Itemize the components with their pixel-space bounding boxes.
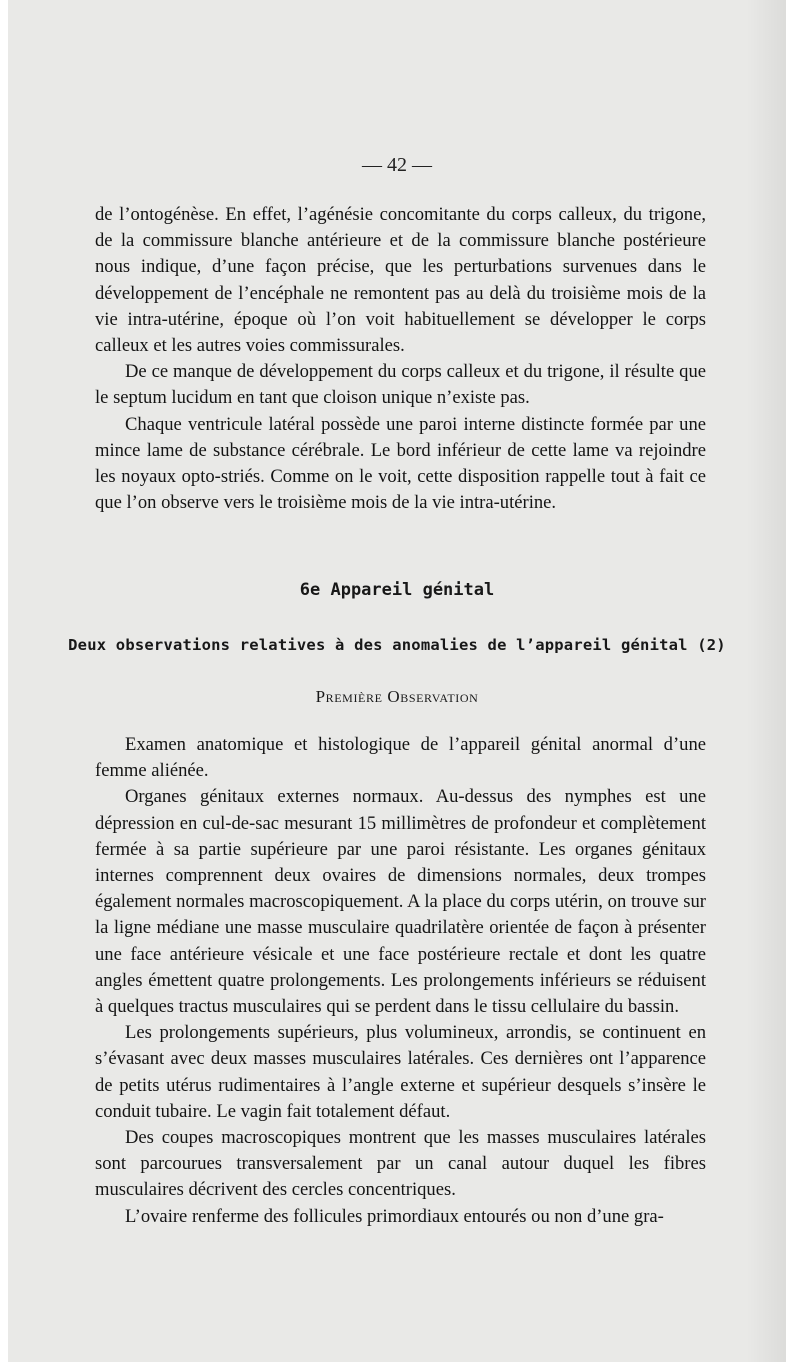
section-heading: 6e Appareil génital bbox=[299, 580, 495, 600]
paragraph: Chaque ventricule latéral possède une paroi interne distincte formée par une mince lame de substance cérébrale. Le bord inférieur de cette lame va rejoindre les noyaux opto-striés. Comme on le voit, cette disposition rappelle tout à fait ce que l’on observe vers le troisième mois de la vie intra-utérine. bbox=[95, 413, 706, 514]
observation-heading: Première Observation bbox=[315, 687, 479, 706]
paragraph: De ce manque de développement du corps calleux et du trigone, il résulte que le septum lucidum en tant que cloison unique n’existe pas. bbox=[95, 361, 706, 409]
page-number: — 42 — bbox=[362, 154, 432, 176]
text-block-top bbox=[95, 202, 706, 516]
paragraph: L’ovaire renferme des follicules primordiaux entourés ou non d’une gra- bbox=[125, 1205, 664, 1227]
paragraph: Examen anatomique et histologique de l’appareil génital anormal d’une femme aliénée. bbox=[95, 734, 706, 782]
paragraph: de l’ontogénèse. En effet, l’agénésie concomitante du corps calleux, du trigone, de la commissure blanche antérieure et de la commissure blanche postérieure nous indique, d’une façon précise, que les perturbations survenues dans le développement de l’encéphale ne remontent pas au delà du troisième mois de la vie intra-utérine, époque où l’on voit habituellement se développer le corps calleux et les autres voies commissurales. bbox=[95, 204, 706, 357]
book-page bbox=[8, 0, 786, 1362]
paragraph: Les prolongements supérieurs, plus volumineux, arrondis, se continuent en s’évasant avec deux masses musculaires latérales. Ces dernières ont l’apparence de petits utérus rudimentaires à l’angle externe et supérieur desquels s’insère le conduit tubaire. Le vagin fait totalement défaut. bbox=[95, 1022, 706, 1122]
subsection-heading: Deux observations relatives à des anomalies de l’appareil génital (2) bbox=[68, 636, 726, 654]
text-block-bottom bbox=[95, 732, 706, 1230]
paragraph: Des coupes macroscopiques montrent que les masses musculaires latérales sont parcourues transversalement par un canal autour duquel les fibres musculaires décrivent des cercles concentriques. bbox=[95, 1127, 706, 1201]
paragraph: Organes génitaux externes normaux. Au-dessus des nymphes est une dépression en cul-de-sac mesurant 15 millimètres de profondeur et complètement fermée à sa partie supérieure par une paroi résistante. Les organes génitaux internes comprennent deux ovaires de dimensions normales, deux trompes également normales macroscopiquement. A la place du corps utérin, on trouve sur la ligne médiane une masse musculaire quadrilatère orientée de façon à présenter une face antérieure vésicale et une face postérieure rectale et dont les quatre angles émettent quatre prolongements. Les prolongements inférieurs se réduisent à quelques tractus musculaires qui se perdent dans le tissu cellulaire du bassin. bbox=[95, 786, 706, 1018]
